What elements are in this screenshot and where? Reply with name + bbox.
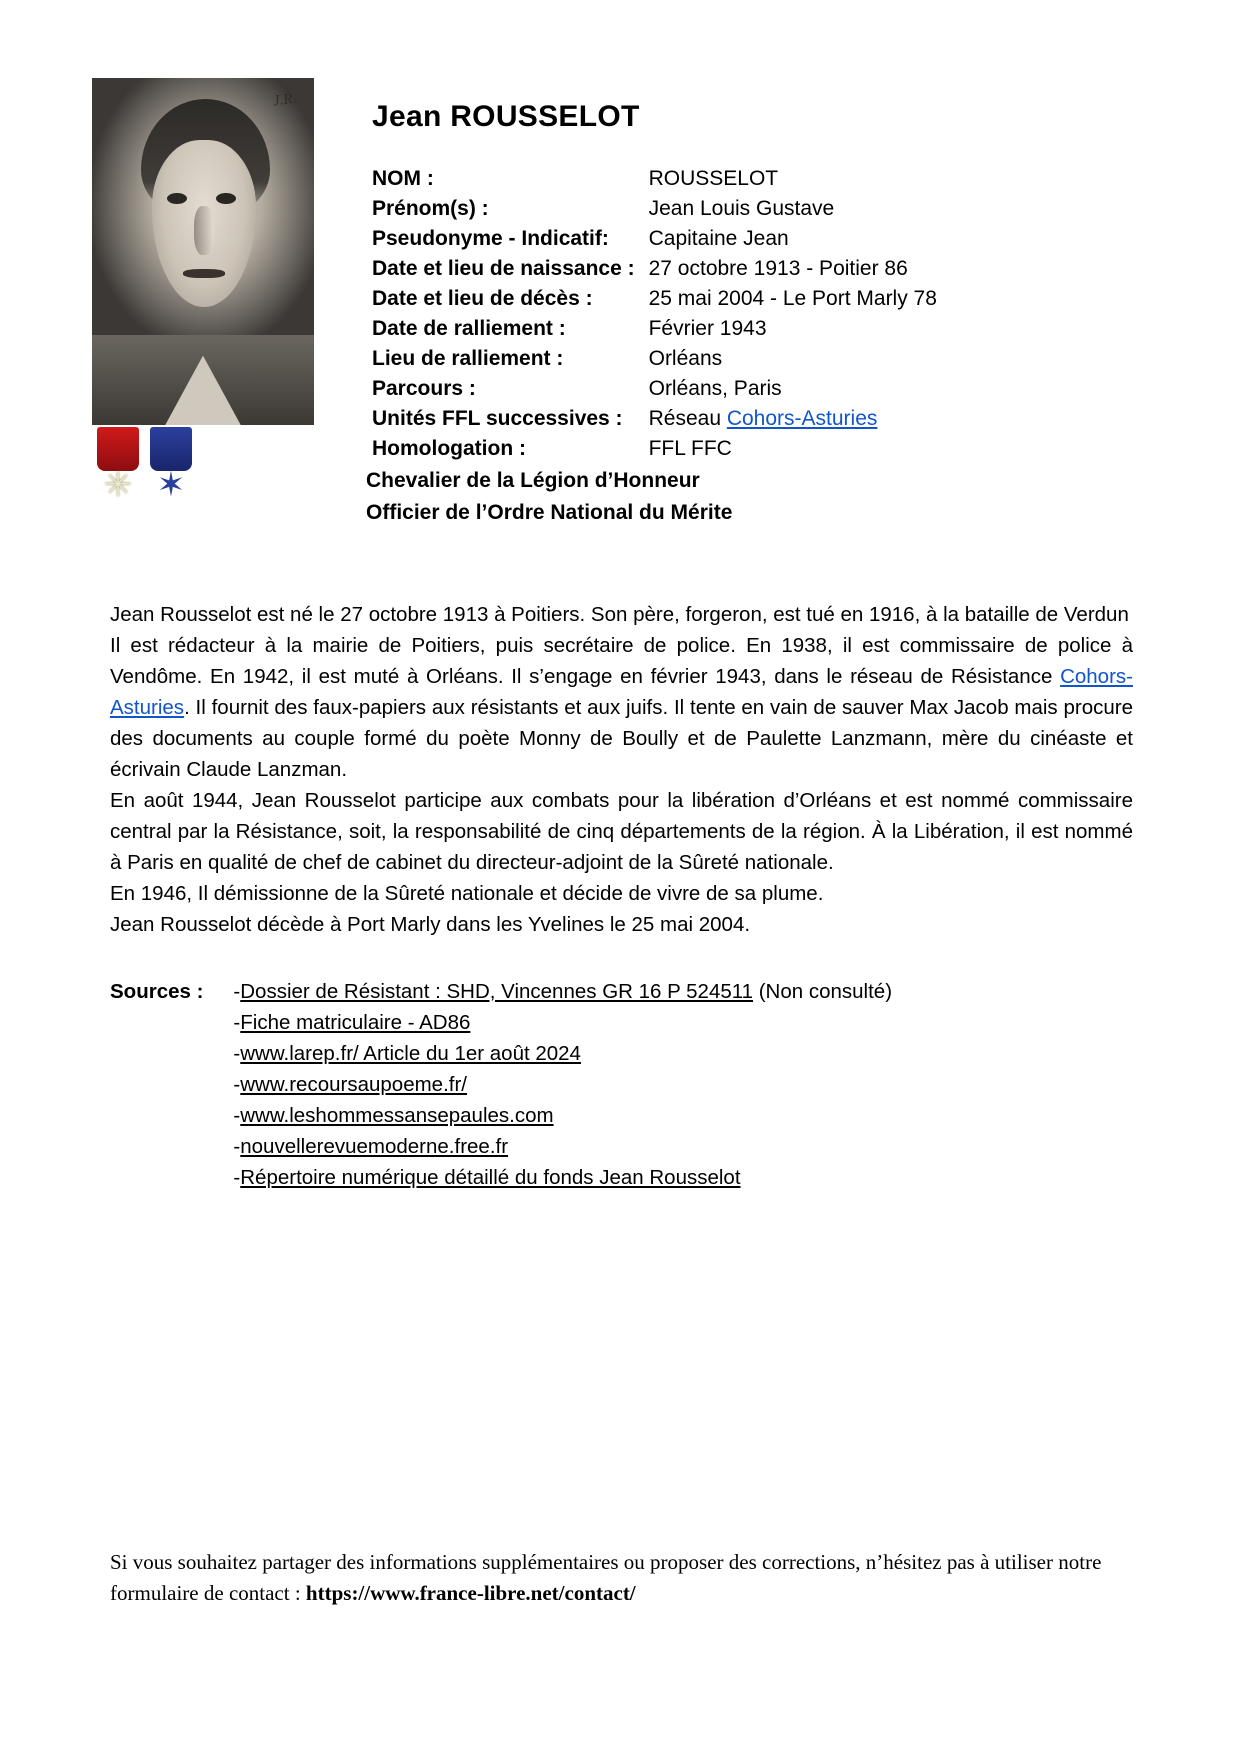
field-value: ROUSSELOT — [648, 167, 779, 190]
footer-note — [110, 1547, 1131, 1609]
legion-ribbon — [97, 427, 139, 471]
portrait-photo — [92, 78, 314, 425]
source-dash: - — [233, 1166, 241, 1189]
table-row — [372, 194, 937, 224]
source-suffix: (Non consulté) — [753, 980, 893, 1003]
field-value: 25 mai 2004 - Le Port Marly 78 — [648, 287, 937, 310]
biography-paragraph-2-part1: Il est rédacteur à la mairie de Poitiers, puis secrétaire de police. En 1938, il est commissaire de police à Vendôme. En 1942, il est muté à Orléans. Il s’engage en février 1943, dans le réseau de Résistance — [110, 634, 1133, 688]
table-row — [372, 374, 937, 404]
field-label: Prénom(s) : — [372, 197, 489, 220]
list-item — [233, 976, 892, 1007]
list-item — [233, 1162, 892, 1193]
table-row — [372, 404, 937, 434]
identity-table — [372, 164, 937, 464]
field-label: NOM : — [372, 167, 434, 190]
source-dash: - — [233, 1011, 241, 1034]
merite-star-icon: ✶ — [156, 466, 186, 504]
biography-paragraph-2 — [110, 630, 1133, 785]
page-title: Jean ROUSSELOT — [372, 100, 640, 133]
portrait-mouth — [183, 269, 225, 278]
field-label: Homologation : — [372, 437, 526, 460]
list-item — [233, 1007, 892, 1038]
source-text: Répertoire numérique détaillé du fonds Jean Rousselot — [240, 1166, 741, 1189]
list-item — [233, 1038, 892, 1069]
legion-dhonneur-medal — [97, 427, 143, 504]
field-value: Jean Louis Gustave — [648, 197, 835, 220]
portrait-right-eye — [216, 193, 236, 204]
portrait-signature: J.R. — [271, 90, 298, 110]
field-label: Date et lieu de décès : — [372, 287, 593, 310]
source-text: www.leshommessansepaules.com — [240, 1104, 554, 1127]
list-item — [233, 1131, 892, 1162]
biography-paragraph-2-part2: . Il fournit des faux-papiers aux résistants et aux juifs. Il tente en vain de sauver Max Jacob mais procure des documents au couple formé du poète Monny de Boully et de Paulette Lanzmann, mère du cinéaste et écrivain Claude Lanzman. — [110, 696, 1133, 781]
sources-section — [110, 976, 1241, 1193]
table-row — [372, 434, 937, 464]
source-dash: - — [233, 1073, 241, 1096]
source-text: www.recoursaupoeme.fr/ — [240, 1073, 467, 1096]
identity-column — [342, 78, 937, 528]
header-block — [0, 0, 1241, 537]
source-dash: - — [233, 980, 241, 1003]
medals-group — [92, 427, 314, 537]
field-label: Lieu de ralliement : — [372, 347, 564, 370]
photo-column — [92, 78, 342, 537]
table-row — [372, 344, 937, 374]
biography-paragraph-1: Jean Rousselot est né le 27 octobre 1913 à Poitiers. Son père, forgeron, est tué en 1916, à la bataille de Verdun — [110, 603, 1129, 626]
table-row — [372, 254, 937, 284]
table-row — [372, 314, 937, 344]
source-dash: - — [233, 1135, 241, 1158]
honour-merite: Officier de l’Ordre National du Mérite — [366, 501, 733, 524]
legion-star-icon: ✳ — [103, 466, 133, 504]
biography-paragraph-3: En août 1944, Jean Rousselot participe aux combats pour la libération d’Orléans et est nommé commissaire central par la Résistance, soit, la responsabilité de cinq départements de la région. À la Libération, il est nommé à Paris en qualité de chef de cabinet du directeur-adjoint de la Sûreté nationale. — [110, 789, 1133, 874]
field-value: Orléans — [648, 347, 723, 370]
biography-paragraph-4: En 1946, Il démissionne de la Sûreté nationale et décide de vivre de sa plume. — [110, 882, 824, 905]
source-text: Dossier de Résistant : SHD, Vincennes GR 16 P 524511 — [240, 980, 754, 1003]
biography-paragraph-5: Jean Rousselot décède à Port Marly dans les Yvelines le 25 mai 2004. — [110, 913, 751, 936]
source-text: Fiche matriculaire - AD86 — [240, 1011, 471, 1034]
source-text: www.larep.fr/ Article du 1er août 2024 — [240, 1042, 581, 1065]
table-row — [372, 164, 937, 194]
field-value: 27 octobre 1913 - Poitier 86 — [648, 257, 908, 280]
honour-legion: Chevalier de la Légion d’Honneur — [366, 469, 700, 492]
cohors-asturies-link[interactable]: Cohors-Asturies — [726, 407, 878, 430]
table-row — [372, 284, 937, 314]
sources-list — [233, 976, 892, 1193]
table-row — [372, 224, 937, 254]
field-label: Pseudonyme - Indicatif: — [372, 227, 609, 250]
field-label: Unités FFL successives : — [372, 407, 623, 430]
ordre-national-du-merite-medal — [150, 427, 196, 504]
biography-section — [110, 599, 1133, 940]
field-label: Parcours : — [372, 377, 476, 400]
field-value-text: Réseau — [648, 407, 727, 430]
source-dash: - — [233, 1104, 241, 1127]
list-item — [233, 1069, 892, 1100]
field-value — [649, 404, 937, 434]
footer-text: Si vous souhaitez partager des informations supplémentaires ou proposer des corrections, n’hésitez pas à utiliser notre formulaire de contact : — [110, 1550, 1102, 1605]
source-dash: - — [233, 1042, 241, 1065]
list-item — [233, 1100, 892, 1131]
field-label: Date de ralliement : — [372, 317, 566, 340]
cohors-asturies-link-body[interactable]: Cohors-Asturies — [110, 665, 1133, 719]
contact-form-url[interactable]: https://www.france-libre.net/contact/ — [305, 1581, 636, 1605]
field-label: Date et lieu de naissance : — [372, 257, 635, 280]
field-value: Février 1943 — [648, 317, 767, 340]
portrait-nose — [194, 206, 214, 255]
sources-label: Sources : — [110, 980, 204, 1003]
source-text: nouvellerevuemoderne.free.fr — [240, 1135, 509, 1158]
field-value: FFL FFC — [648, 437, 732, 460]
merite-ribbon — [150, 427, 192, 471]
field-value: Orléans, Paris — [648, 377, 782, 400]
field-value: Capitaine Jean — [648, 227, 789, 250]
portrait-left-eye — [167, 193, 187, 204]
